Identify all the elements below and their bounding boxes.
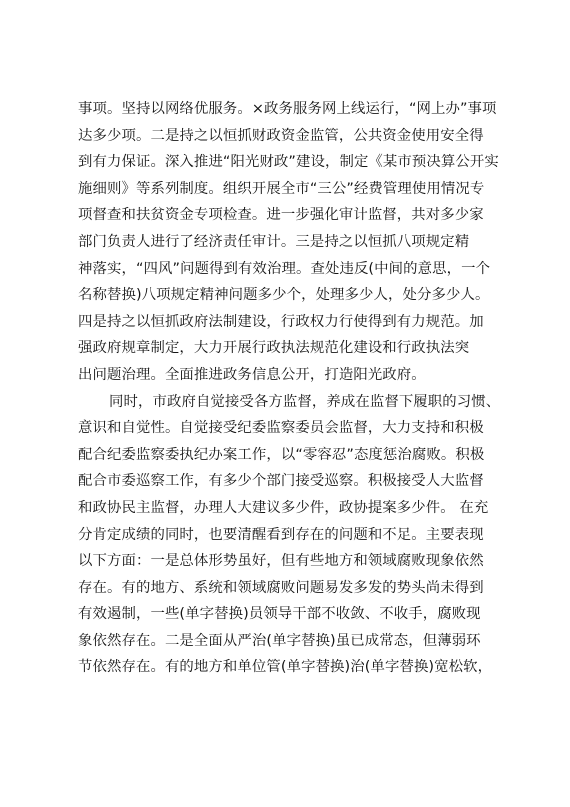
text-line-20: 有效遏制，一些(单字替换)员领导干部不收敛、不收手，腐败现 xyxy=(78,606,481,623)
text-line-22: 节依然存在。有的地方和单位管(单字替换)治(单字替换)宽松软， xyxy=(78,659,493,676)
text-line-18: 以下方面：一是总体形势虽好，但有些地方和领域腐败现象依然 xyxy=(78,553,484,570)
text-line-13: 意识和自觉性。自觉接受纪委监察委员会监督，大力支持和积极 xyxy=(78,420,484,437)
text-line-16: 和政协民主监督，办理人大建议多少件，政协提案多少件。 在充 xyxy=(78,499,489,516)
text-line-19: 存在。有的地方、系统和领域腐败问题易发多发的势头尚未得到 xyxy=(78,579,484,596)
text-line-4: 施细则》等系列制度。组织开展全市“三公”经费管理使用情况专 xyxy=(78,180,485,197)
text-line-21: 象依然存在。二是全面从严治(单字替换)虽已成常态，但薄弱环 xyxy=(78,632,481,649)
text-line-8: 名称替换)八项规定精神问题多少个，处理多少人，处分多少人。 xyxy=(78,287,490,304)
text-line-10: 强政府规章制定，大力开展行政执法规范化建设和行政执法突 xyxy=(78,340,470,357)
text-line-15: 配合市委巡察工作，有多少个部门接受巡察。积极接受人大监督 xyxy=(78,473,484,490)
paragraph-start-line: 同时，市政府自觉接受各方监督，养成在监督下履职的习惯、 xyxy=(109,393,501,410)
text-line-14: 配合纪委监察委执纪办案工作，以“零容忍”态度惩治腐败。积极 xyxy=(78,446,485,463)
text-line-6: 部门负责人进行了经济责任审计。三是持之以恒抓八项规定精 xyxy=(78,233,470,250)
text-line-7: 神落实，“四风”问题得到有效治理。查处违反(中间的意思，一个 xyxy=(78,260,491,277)
text-line-1: 事项。坚持以网络优服务。×政务服务网上线运行，“网上办”事项 xyxy=(78,101,497,117)
body-text xyxy=(78,96,508,681)
text-line-11: 出问题治理。全面推进政务信息公开，打造阳光政府。 xyxy=(78,366,426,383)
text-line-2: 达多少项。二是持之以恒抓财政资金监管，公共资金使用安全得 xyxy=(78,127,484,144)
text-line-5: 项督查和扶贫资金专项检查。进一步强化审计监督，共对多少家 xyxy=(78,207,484,224)
text-line-9: 四是持之以恒抓政府法制建设，行政权力行使得到有力规范。加 xyxy=(78,313,484,330)
text-line-17: 分肯定成绩的同时，也要清醒看到存在的问题和不足。主要表现 xyxy=(78,526,484,543)
text-line-3: 到有力保证。深入推进“阳光财政”建设，制定《某市预决算公开实 xyxy=(78,154,499,171)
